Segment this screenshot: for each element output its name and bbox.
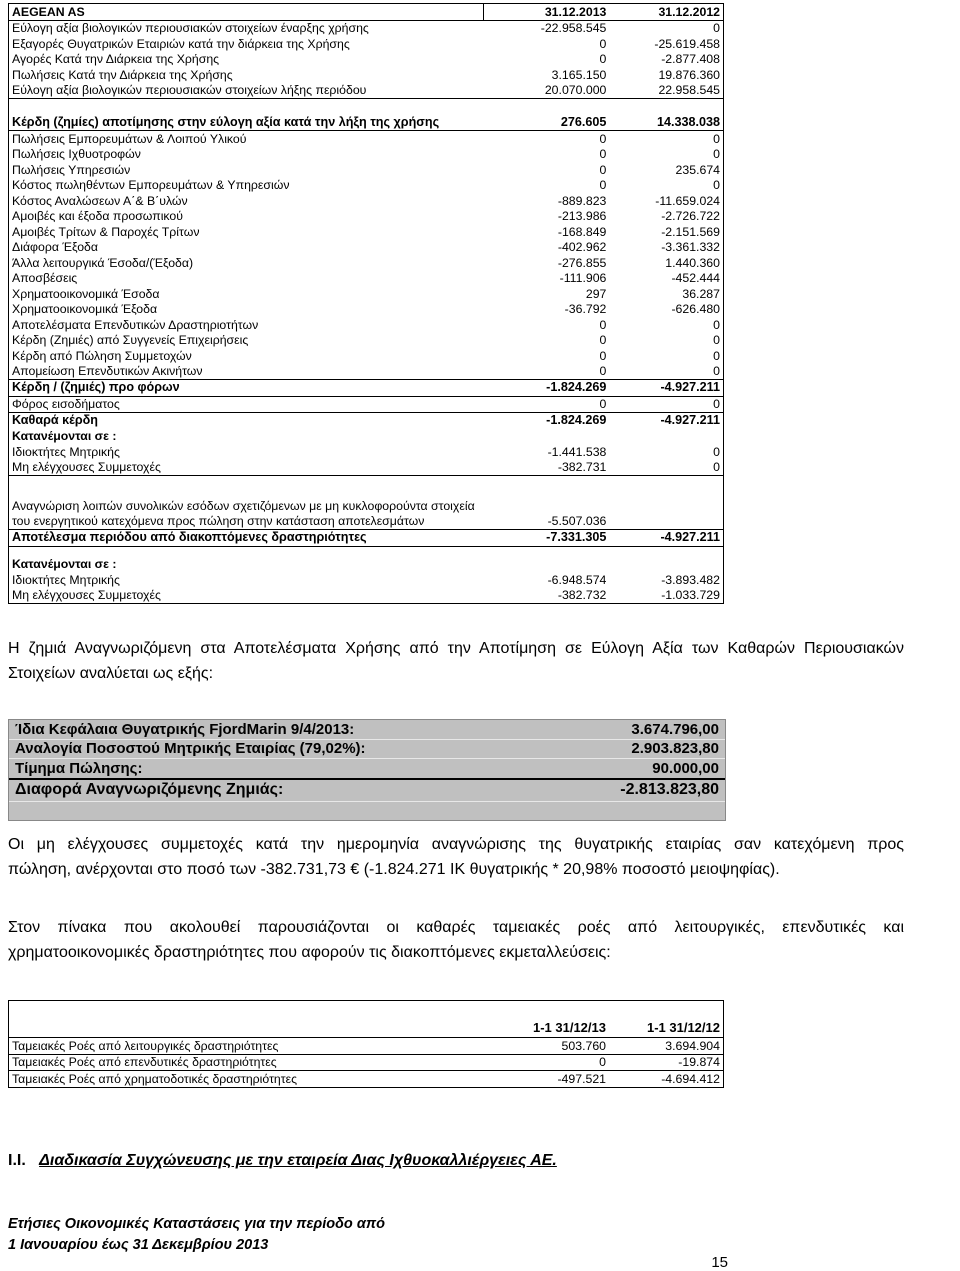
statement-row <box>9 348 724 364</box>
row-label: Αμοιβές και έξοδα προσωπικού <box>9 209 484 225</box>
row-label: Διάφορα Έξοδα <box>9 240 484 256</box>
value-2013: 0 <box>599 348 607 363</box>
statement-row <box>9 99 724 115</box>
section-title: Διαδικασία Συγχώνευσης με την εταιρεία Διας Ιχθυοκαλλιέργειες ΑΕ. <box>39 1152 557 1169</box>
paragraph-loss-intro <box>8 637 904 687</box>
row-label: Αγορές Κατά την Διάρκεια της Χρήσης <box>9 52 484 68</box>
fjordmarin-label: Τίμημα Πώλησης: <box>9 759 557 779</box>
statement-row <box>9 396 724 413</box>
allocation-label: Κατανέμονται σε : <box>9 429 484 445</box>
value-2013: -1.824.269 <box>483 413 609 429</box>
statement-row <box>9 588 724 604</box>
statement-row <box>9 530 724 547</box>
recognition-value-2013: -5.507.036 <box>547 514 607 529</box>
row-label: Πωλήσεις Υπηρεσιών <box>9 162 484 178</box>
value-2012: -4.927.211 <box>609 380 723 397</box>
statement-row <box>9 131 724 147</box>
cashflow-value-2013: 0 <box>483 1054 609 1071</box>
cashflow-value-2012: 3.694.904 <box>609 1038 724 1055</box>
value-2013: 0 <box>599 364 607 379</box>
fjordmarin-total-row <box>9 779 725 802</box>
recognition-line-1: Αναγνώριση λοιπών συνολικών εσόδων σχετιζόμενων με μη κυκλοφορούντα στοιχεία <box>9 498 484 514</box>
value-2012: -4.927.211 <box>609 530 723 547</box>
value-2012: 0 <box>609 147 723 163</box>
cashflow-spacer-row <box>9 1001 724 1019</box>
row-label: Κόστος πωληθέντων Εμπορευμάτων & Υπηρεσιών <box>9 178 484 194</box>
fjordmarin-total-value: -2.813.823,80 <box>557 779 725 802</box>
footer-line-1: Ετήσιες Οικονομικές Καταστάσεις για την περίοδο από <box>8 1216 385 1232</box>
fjordmarin-label: Ίδια Κεφάλαια Θυγατρικής FjordMarin 9/4/2013: <box>9 720 557 739</box>
row-label: Καθαρά κέρδη <box>9 413 484 429</box>
row-label: Φόρος εισοδήματος <box>9 396 484 413</box>
cashflow-value-2013: 503.760 <box>483 1038 609 1055</box>
spacer-cell <box>9 99 484 115</box>
fjordmarin-total-label: Διαφορά Αναγνωριζόμενης Ζημιάς: <box>9 779 557 802</box>
spacer-cell <box>609 546 723 557</box>
statement-row <box>9 147 724 163</box>
value-2012: -452.444 <box>609 271 723 287</box>
page-number: 15 <box>711 1254 728 1271</box>
value-2012: 0 <box>609 396 723 413</box>
statement-row <box>9 364 724 380</box>
value-2013: -889.823 <box>557 193 607 208</box>
statement-row <box>9 271 724 287</box>
statement-row <box>9 286 724 302</box>
row-label: Χρηματοοικονομικά Έσοδα <box>9 286 484 302</box>
statement-row <box>9 317 724 333</box>
value-2012: 0 <box>609 178 723 194</box>
recognition-line-2: του ενεργητικού κατεχόμενα προς πώληση στην κατάσταση αποτελεσμάτων <box>9 514 484 530</box>
statement-row <box>9 333 724 349</box>
fjordmarin-row <box>9 739 725 759</box>
statement-row <box>9 52 724 68</box>
spacer-cell <box>483 476 609 499</box>
value-2013: -382.732 <box>483 588 609 604</box>
fjordmarin-loss-box <box>8 719 726 821</box>
paragraph-minority-interest <box>8 833 904 883</box>
cashflow-row <box>9 1071 724 1088</box>
value-2012: 0 <box>609 348 723 364</box>
row-label: Ιδιοκτήτες Μητρικής <box>9 572 484 588</box>
row-label: Απομείωση Επενδυτικών Ακινήτων <box>9 364 484 380</box>
fjordmarin-row <box>9 759 725 779</box>
value-2012: 0 <box>609 444 723 460</box>
statement-row <box>9 557 724 573</box>
cashflow-header-row <box>9 1018 724 1038</box>
value-2013: 0 <box>599 333 607 348</box>
empty-cell <box>609 514 723 530</box>
row-label: Αποτέλεσμα περιόδου από διακοπτόμενες δραστηριότητες <box>9 530 484 547</box>
cashflow-table <box>8 1000 724 1088</box>
row-label: Χρηματοοικονομικά Έξοδα <box>9 302 484 318</box>
cashflow-label: Ταμειακές Ροές από χρηματοδοτικές δραστηριότητες <box>9 1071 484 1088</box>
value-2012: -3.893.482 <box>609 572 723 588</box>
row-label: Κέρδη από Πώληση Συμμετοχών <box>9 348 484 364</box>
statement-row <box>9 413 724 429</box>
cashflow-col-2013: 1-1 31/12/13 <box>483 1018 609 1038</box>
footer-line-2: 1 Ιανουαρίου έως 31 Δεκεμβρίου 2013 <box>8 1237 269 1254</box>
paragraph-line: πώληση, ανέρχονται στο ποσό των -382.731,73 € (-1.824.271 ΙΚ θυγατρικής * 20,98% ποσοστό μειοψηφίας). <box>8 860 780 878</box>
statement-row <box>9 546 724 557</box>
statement-row <box>9 162 724 178</box>
empty-cell <box>609 557 723 573</box>
paragraph-line: Οι μη ελέγχουσες συμμετοχές κατά την ημερομηνία αναγνώρισης της θυγατρικής εταιρίας σαν κατεχόμενη προς <box>8 836 904 853</box>
fjordmarin-value: 3.674.796,00 <box>557 720 725 739</box>
value-2013: -111.906 <box>559 271 607 286</box>
value-2012: 235.674 <box>609 162 723 178</box>
spacer-cell <box>483 546 609 557</box>
statement-row <box>9 302 724 318</box>
value-2013: 0 <box>599 147 607 162</box>
value-2013: -213.986 <box>557 209 607 224</box>
statement-row <box>9 115 724 131</box>
spacer-cell <box>609 99 723 115</box>
value-2012: -1.033.729 <box>609 588 723 604</box>
value-2013: 3.165.150 <box>551 67 607 82</box>
value-2012: -2.151.569 <box>609 224 723 240</box>
company-name: AEGEAN AS <box>9 4 484 21</box>
statement-row <box>9 429 724 445</box>
paragraph-line: Στον πίνακα που ακολουθεί παρουσιάζονται οι καθαρές ταμειακές ροές από λειτουργικές, επενδυτικές και <box>8 919 904 936</box>
statement-row <box>9 193 724 209</box>
fjordmarin-row <box>9 720 725 739</box>
value-2013: 0 <box>599 178 607 193</box>
row-label: Άλλα λειτουργικά Έσοδα/(Έξοδα) <box>9 255 484 271</box>
value-2012: 22.958.545 <box>609 83 723 99</box>
row-label: Μη ελέγχουσες Συμμετοχές <box>9 588 484 604</box>
empty-cell <box>483 557 609 573</box>
statement-row <box>9 67 724 83</box>
value-2012: -2.726.722 <box>609 209 723 225</box>
row-label: Εξαγορές Θυγατρικών Εταιριών κατά την διάρκεια της Χρήσης <box>9 36 484 52</box>
empty-cell <box>483 498 609 514</box>
value-2012: -11.659.024 <box>609 193 723 209</box>
value-2012: 0 <box>609 20 723 36</box>
cashflow-label: Ταμειακές Ροές από λειτουργικές δραστηριότητες <box>9 1038 484 1055</box>
value-2013: -6.948.574 <box>547 572 607 587</box>
statement-row <box>9 178 724 194</box>
row-label: Ιδιοκτήτες Μητρικής <box>9 444 484 460</box>
paragraph-line: Η ζημιά Αναγνωριζόμενη στα Αποτελέσματα Χρήσης από την Αποτίμηση σε Εύλογη Αξία των Καθαρών Περιουσιακών <box>8 640 904 657</box>
value-2012: 1.440.360 <box>609 255 723 271</box>
paragraph-line: Στοιχείων αναλύεται ως εξής: <box>8 664 214 682</box>
value-2012: 0 <box>609 364 723 380</box>
cashflow-col-2012: 1-1 31/12/12 <box>609 1018 724 1038</box>
value-2013: -1.441.538 <box>547 444 607 459</box>
paragraph-cashflow-intro <box>8 916 904 966</box>
value-2013: 0 <box>599 317 607 332</box>
fjordmarin-value: 2.903.823,80 <box>557 739 725 759</box>
allocation-label: Κατανέμονται σε : <box>9 557 484 573</box>
cashflow-value-2012: -4.694.412 <box>609 1071 724 1088</box>
cashflow-value-2012: -19.874 <box>609 1054 724 1071</box>
value-2012: -4.927.211 <box>609 413 723 429</box>
value-2012: -2.877.408 <box>609 52 723 68</box>
value-2012: 0 <box>609 460 723 476</box>
empty-cell <box>483 429 609 445</box>
section-heading <box>8 1152 557 1170</box>
value-2013: -1.824.269 <box>483 380 609 397</box>
statement-row <box>9 444 724 460</box>
row-label: Κόστος Αναλώσεων Α΄& Β΄υλών <box>9 193 484 209</box>
col-header-2013: 31.12.2013 <box>483 4 609 21</box>
spacer-cell <box>609 476 723 499</box>
fjordmarin-label: Αναλογία Ποσοστού Μητρικής Εταιρίας (79,02%): <box>9 739 557 759</box>
paragraph-line: χρηματοοικονομικές δραστηριότητες που αφορούν τις διακοπτόμενες εκμεταλλεύσεις: <box>8 943 611 961</box>
row-label: Πωλήσεις Εμπορευμάτων & Λοιπού Υλικού <box>9 131 484 147</box>
statement-row <box>9 255 724 271</box>
statement-row <box>9 83 724 99</box>
row-label: Κέρδη (Ζημιές) από Συγγενείς Επιχειρήσεις <box>9 333 484 349</box>
col-header-2012: 31.12.2012 <box>609 4 723 21</box>
statement-row <box>9 36 724 52</box>
row-label: Εύλογη αξία βιολογικών περιουσιακών στοιχείων έναρξης χρήσης <box>9 20 484 36</box>
value-2012: -626.480 <box>609 302 723 318</box>
value-2013: 20.070.000 <box>483 83 609 99</box>
value-2013: -276.855 <box>557 255 607 270</box>
row-label: Εύλογη αξία βιολογικών περιουσιακών στοιχείων λήξης περιόδου <box>9 83 484 99</box>
cashflow-label: Ταμειακές Ροές από επενδυτικές δραστηριότητες <box>9 1054 484 1071</box>
spacer-cell <box>483 99 609 115</box>
value-2012: 0 <box>609 333 723 349</box>
row-label: Αμοιβές Τρίτων & Παροχές Τρίτων <box>9 224 484 240</box>
value-2012: -3.361.332 <box>609 240 723 256</box>
income-statement-table <box>8 3 724 604</box>
fjordmarin-value: 90.000,00 <box>557 759 725 779</box>
value-2013: -382.731 <box>483 460 609 476</box>
cashflow-row <box>9 1054 724 1071</box>
statement-row <box>9 209 724 225</box>
cashflow-row <box>9 1038 724 1055</box>
value-2013: 0 <box>599 131 607 146</box>
empty-cell <box>609 498 723 514</box>
row-label: Κέρδη (ζημίες) αποτίμησης στην εύλογη αξία κατά την λήξη της χρήσης <box>9 115 484 131</box>
section-number: Ι.Ι. <box>8 1152 26 1169</box>
statement-row <box>9 476 724 499</box>
value-2013: 0 <box>599 162 607 177</box>
row-label: Πωλήσεις Κατά την Διάρκεια της Χρήσης <box>9 67 484 83</box>
statement-row <box>9 240 724 256</box>
row-label: Πωλήσεις Ιχθυοτροφών <box>9 147 484 163</box>
value-2013: -168.849 <box>557 224 607 239</box>
row-label: Μη ελέγχουσες Συμμετοχές <box>9 460 484 476</box>
row-label: Αποσβέσεις <box>9 271 484 287</box>
value-2013: -402.962 <box>557 240 607 255</box>
value-2013: 0 <box>599 36 607 51</box>
statement-row <box>9 20 724 36</box>
row-label: Αποτελέσματα Επενδυτικών Δραστηριοτήτων <box>9 317 484 333</box>
row-label: Κέρδη / (ζημιές) προ φόρων <box>9 380 484 397</box>
spacer-cell <box>9 476 484 499</box>
statement-row <box>9 224 724 240</box>
value-2013: 0 <box>483 396 609 413</box>
statement-row <box>9 460 724 476</box>
value-2012: -25.619.458 <box>609 36 723 52</box>
page-footer <box>8 1214 385 1256</box>
statement-row <box>9 498 724 514</box>
value-2013: 297 <box>585 286 607 301</box>
value-2012: 36.287 <box>609 286 723 302</box>
value-2012: 14.338.038 <box>609 115 723 131</box>
value-2013: 276.605 <box>483 115 609 131</box>
cashflow-value-2013: -497.521 <box>483 1071 609 1088</box>
value-2013: 0 <box>599 52 607 67</box>
statement-row <box>9 514 724 530</box>
statement-header-row <box>9 4 724 21</box>
value-2012: 19.876.360 <box>609 67 723 83</box>
spacer-cell <box>9 546 484 557</box>
empty-cell <box>609 429 723 445</box>
value-2013: -7.331.305 <box>483 530 609 547</box>
statement-row <box>9 380 724 397</box>
value-2012: 0 <box>609 131 723 147</box>
value-2012: 0 <box>609 317 723 333</box>
value-2013: -22.958.545 <box>540 21 607 36</box>
statement-row <box>9 572 724 588</box>
value-2013: -36.792 <box>564 302 607 317</box>
